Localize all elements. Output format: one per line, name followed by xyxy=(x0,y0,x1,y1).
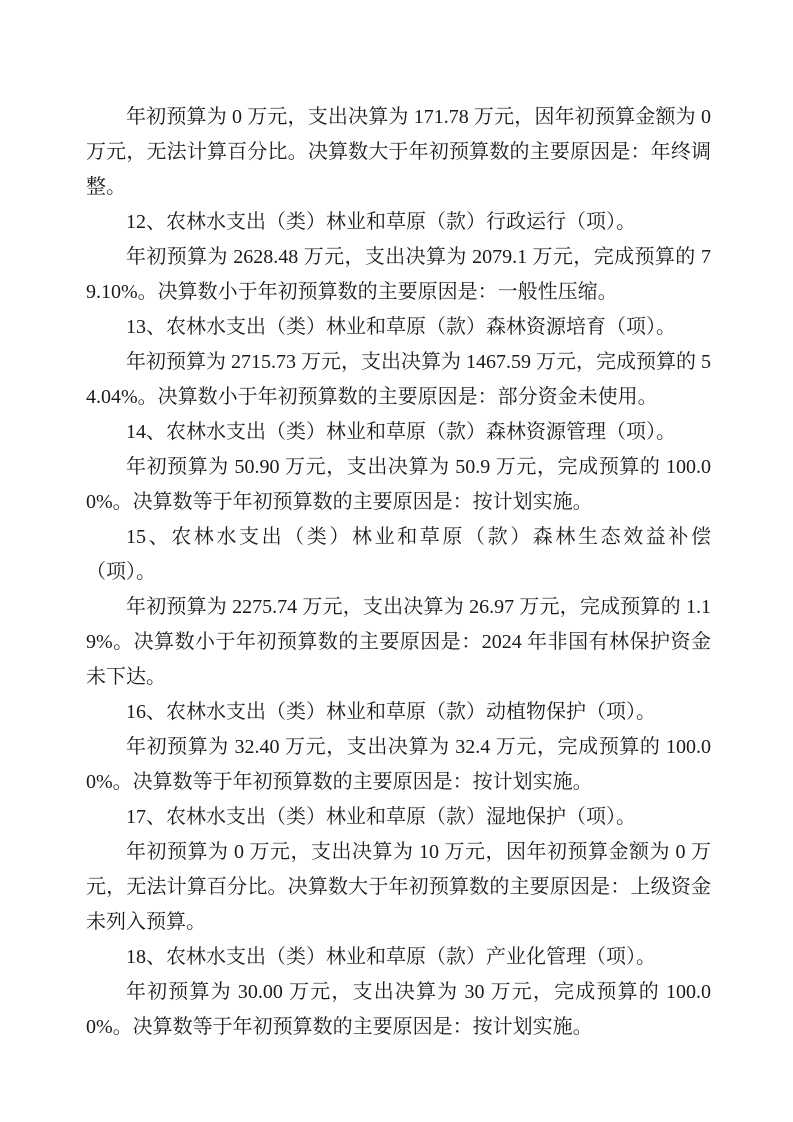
budget-item-18-detail: 年初预算为 30.00 万元，支出决算为 30 万元，完成预算的 100.00%。决算数等于年初预算数的主要原因是：按计划实施。 xyxy=(86,981,711,1038)
budget-item-12-heading: 12、农林水支出（类）林业和草原（款）行政运行（项）。 xyxy=(126,211,636,233)
budget-item-15-heading: 15、农林水支出（类）林业和草原（款）森林生态效益补偿（项）。 xyxy=(86,526,711,583)
budget-item-14-heading: 14、农林水支出（类）林业和草原（款）森林资源管理（项）。 xyxy=(126,421,676,443)
budget-item-18-heading: 18、农林水支出（类）林业和草原（款）产业化管理（项）。 xyxy=(126,946,656,968)
budget-item-17-heading: 17、农林水支出（类）林业和草原（款）湿地保护（项）。 xyxy=(126,806,636,828)
budget-item-15-detail: 年初预算为 2275.74 万元，支出决算为 26.97 万元，完成预算的 1.19%。决算数小于年初预算数的主要原因是：2024 年非国有林保护资金未下达。 xyxy=(86,596,711,688)
budget-item-12-detail: 年初预算为 2628.48 万元，支出决算为 2079.1 万元，完成预算的 79.10%。决算数小于年初预算数的主要原因是：一般性压缩。 xyxy=(86,246,711,303)
budget-item-16-detail: 年初预算为 32.40 万元，支出决算为 32.4 万元，完成预算的 100.00%。决算数等于年初预算数的主要原因是：按计划实施。 xyxy=(86,736,711,793)
budget-item-13-detail: 年初预算为 2715.73 万元，支出决算为 1467.59 万元，完成预算的 54.04%。决算数小于年初预算数的主要原因是：部分资金未使用。 xyxy=(86,351,711,408)
budget-item-16-heading: 16、农林水支出（类）林业和草原（款）动植物保护（项）。 xyxy=(126,701,656,723)
budget-item-14-detail: 年初预算为 50.90 万元，支出决算为 50.9 万元，完成预算的 100.00%。决算数等于年初预算数的主要原因是：按计划实施。 xyxy=(86,456,711,513)
budget-item-11-detail-continuation: 年初预算为 0 万元，支出决算为 171.78 万元，因年初预算金额为 0 万元，无法计算百分比。决算数大于年初预算数的主要原因是：年终调整。 xyxy=(86,106,711,198)
budget-item-17-detail: 年初预算为 0 万元，支出决算为 10 万元，因年初预算金额为 0 万元，无法计算百分比。决算数大于年初预算数的主要原因是：上级资金未列入预算。 xyxy=(86,841,711,933)
budget-item-13-heading: 13、农林水支出（类）林业和草原（款）森林资源培育（项）。 xyxy=(126,316,676,338)
